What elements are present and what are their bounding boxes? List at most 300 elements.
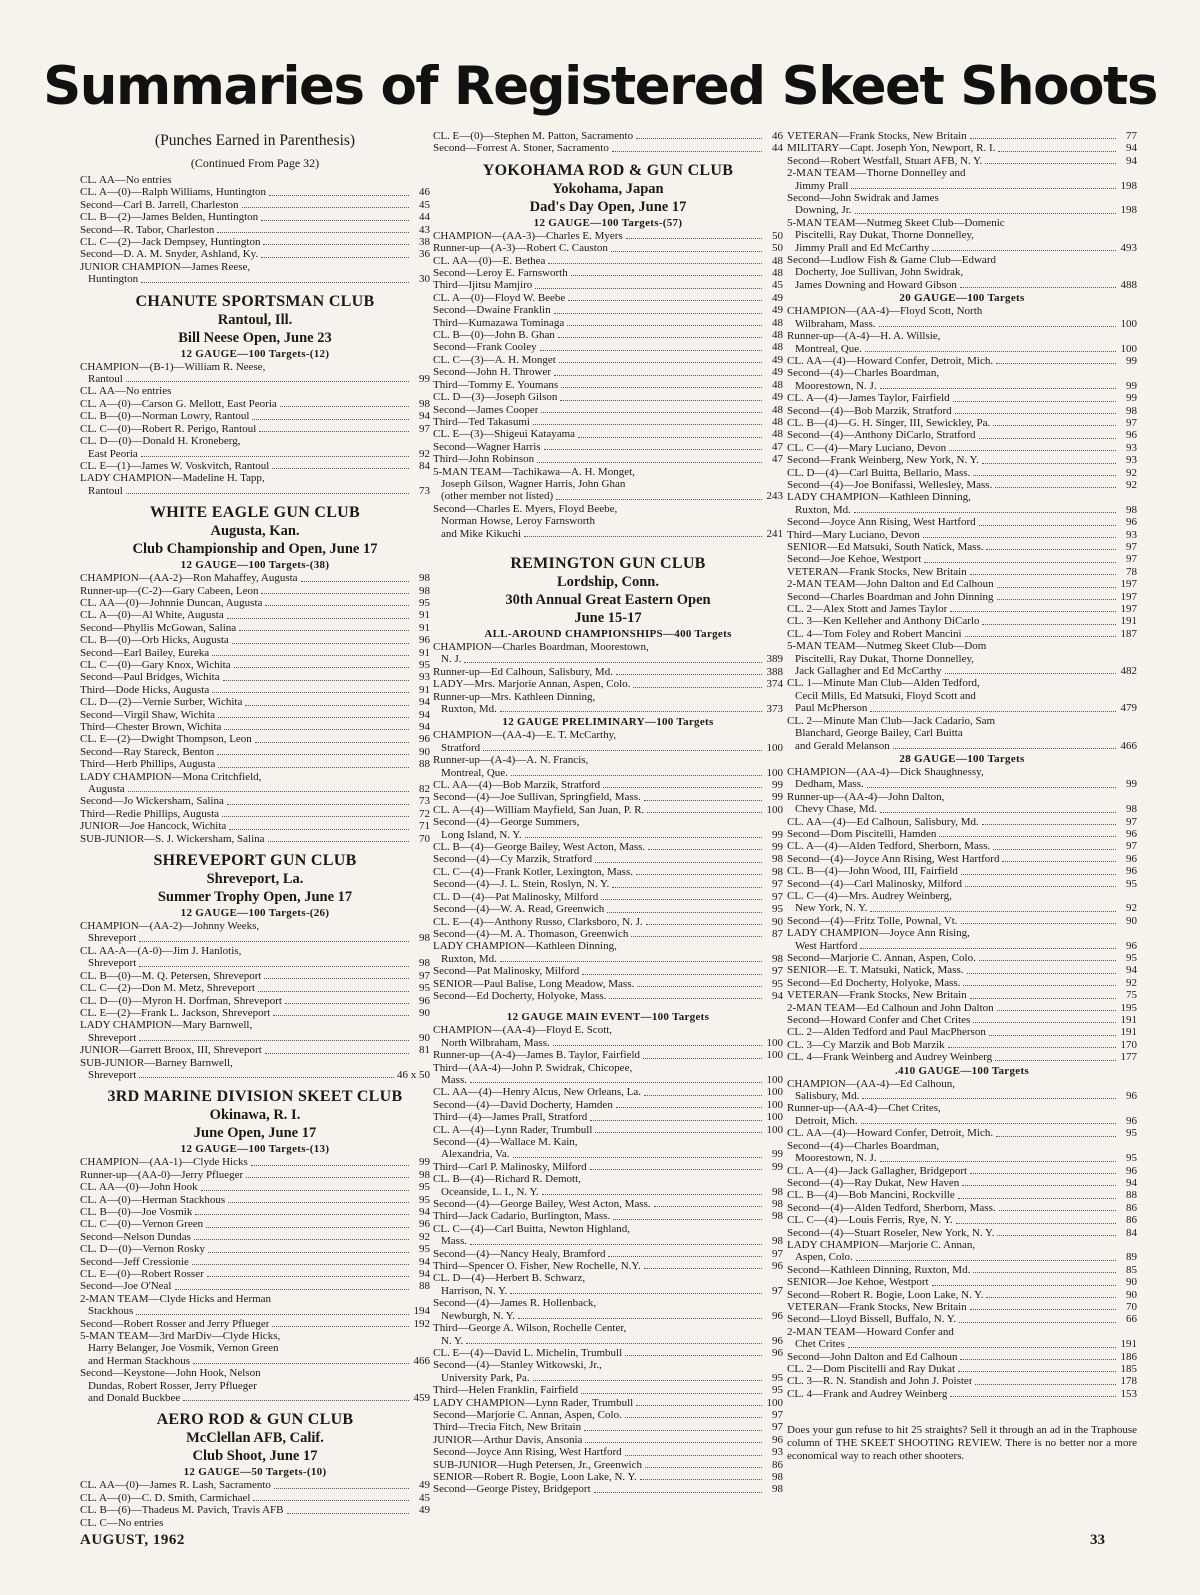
result-row	[80, 1280, 430, 1292]
result-row	[787, 318, 1137, 330]
dot-leader	[612, 142, 762, 151]
result-text: CL. AA—(4)—Howard Confer, Detroit, Mich.	[787, 354, 994, 367]
result-row	[433, 1111, 783, 1123]
club-location: Augusta, Kan.	[210, 523, 300, 540]
result-row	[433, 490, 783, 502]
dot-leader	[561, 379, 762, 388]
result-row	[433, 1210, 783, 1222]
result-text: Second—Howard Confer and Chet Crites	[787, 1014, 971, 1027]
result-text: Runner-up—(AA-0)—Jerry Pflueger	[80, 1168, 244, 1181]
result-row	[787, 977, 1137, 989]
result-text: Second—Joe O'Neal	[80, 1280, 172, 1293]
result-row	[787, 927, 1137, 939]
event-name: Dad's Day Open, June 17	[529, 198, 687, 215]
dot-leader	[141, 273, 409, 282]
dot-leader	[613, 1210, 762, 1219]
score: 100	[766, 1049, 783, 1062]
result-text: Third—Ted Takasumi	[433, 415, 530, 428]
result-text: SENIOR—Ed Matsuki, South Natick, Mass.	[787, 541, 984, 553]
result-text: Second—Lloyd Bissell, Buffalo, N. Y.	[787, 1313, 957, 1326]
score: 49	[419, 1504, 430, 1517]
dot-leader	[989, 1026, 1116, 1035]
result-row	[787, 715, 1137, 727]
result-text: Harrison, N. Y.	[441, 1284, 508, 1297]
score: 96	[772, 1346, 783, 1359]
result-row	[787, 504, 1137, 516]
result-row	[433, 829, 783, 841]
score: 95	[419, 982, 430, 995]
score: 91	[419, 646, 430, 659]
score: 95	[419, 1243, 430, 1256]
result-text: CL. D—(0)—Vernon Rosky	[80, 1243, 205, 1256]
score: 100	[766, 1036, 783, 1049]
result-text: Second—(4)—Anthony DiCarlo, Stratford	[787, 429, 976, 442]
result-text: CL. 1—Minute Man Club—Alden Tedford,	[787, 677, 980, 690]
continued-note: (Continued From Page 32)	[190, 156, 320, 170]
result-row	[80, 808, 430, 820]
result-text: Mass.	[441, 1073, 467, 1086]
result-row	[787, 791, 1137, 803]
result-row	[787, 890, 1137, 902]
result-text: JUNIOR CHAMPION—James Reese,	[80, 260, 251, 273]
dot-leader	[139, 1069, 394, 1078]
dot-leader	[548, 255, 762, 264]
dot-leader	[607, 903, 762, 912]
score: 38	[419, 236, 430, 249]
result-row	[80, 1367, 430, 1379]
dot-leader	[245, 696, 409, 705]
score: 96	[772, 1433, 783, 1446]
dot-leader	[263, 236, 409, 245]
result-text: University Park, Pa.	[441, 1371, 530, 1384]
dot-leader	[855, 204, 1116, 213]
score: 46	[772, 130, 783, 142]
result-row	[787, 1102, 1137, 1114]
result-row	[80, 1256, 430, 1268]
dot-leader	[470, 1235, 762, 1244]
score: 96	[419, 994, 430, 1007]
dot-leader	[500, 703, 762, 712]
result-text: CL. 2—Alex Stott and James Taylor	[787, 603, 948, 616]
result-row	[433, 641, 783, 653]
result-row	[433, 1024, 783, 1036]
result-row	[787, 242, 1137, 254]
score: 389	[766, 653, 783, 666]
result-text: Oceanside, L. I., N. Y.	[441, 1185, 539, 1198]
result-row	[433, 379, 783, 391]
dot-leader	[945, 665, 1116, 674]
dot-leader	[175, 1280, 410, 1289]
result-text: CL. C—(4)—Carl Buitta, Newton Highland,	[433, 1222, 631, 1235]
result-text: CL. C—(4)—Mary Luciano, Devon	[787, 441, 947, 454]
result-text: Huntington	[88, 273, 139, 286]
score: 243	[766, 490, 783, 503]
dot-leader	[993, 417, 1116, 426]
result-row	[80, 485, 430, 497]
score: 94	[419, 708, 430, 721]
result-row	[80, 1044, 430, 1056]
score: 100	[766, 766, 783, 779]
result-row	[787, 878, 1137, 890]
result-row	[433, 965, 783, 977]
result-text: Second—(4)—David Docherty, Hamden	[433, 1098, 613, 1111]
dot-leader	[128, 783, 409, 792]
result-text: CL. E—(1)—James W. Voskvitch, Rantoul	[80, 459, 270, 472]
dot-leader	[880, 380, 1116, 389]
gauge-heading: 12 GAUGE—100 Targets-(57)	[533, 216, 683, 229]
result-row	[433, 691, 783, 703]
dot-leader	[601, 891, 762, 900]
result-row	[433, 1372, 783, 1384]
result-row	[80, 211, 430, 223]
result-text: LADY CHAMPION—Lynn Rader, Trumbull	[433, 1396, 634, 1409]
dot-leader	[633, 678, 762, 687]
result-row	[80, 995, 430, 1007]
score: 191	[1120, 1338, 1137, 1351]
score: 49	[772, 391, 783, 404]
score: 90	[419, 745, 430, 758]
dot-leader	[986, 1289, 1116, 1298]
score: 93	[1126, 454, 1137, 467]
dot-leader	[616, 1099, 762, 1108]
result-row	[80, 248, 430, 260]
dot-leader	[975, 1375, 1116, 1384]
page-number: 33	[1090, 1532, 1105, 1548]
result-row	[787, 1152, 1137, 1164]
result-row	[787, 217, 1137, 229]
score: 97	[419, 969, 430, 982]
result-row	[787, 367, 1137, 379]
result-text: CL. E—(4)—Anthony Russo, Clarksboro, N. J.	[433, 915, 643, 928]
result-text: LADY CHAMPION—Mary Barnwell,	[80, 1019, 253, 1032]
dot-leader	[183, 1392, 409, 1401]
result-text: LADY CHAMPION—Joyce Ann Rising,	[787, 927, 970, 940]
gauge-heading: .410 GAUGE—100 Targets	[894, 1064, 1030, 1077]
score: 97	[772, 1408, 783, 1421]
result-text: CL. A—(4)—Lynn Rader, Trumbull	[433, 1123, 593, 1136]
dot-leader	[470, 1074, 762, 1083]
dot-leader	[590, 1111, 762, 1120]
dot-leader	[222, 808, 409, 817]
result-text: Second—(4)—Alden Tedford, Sherborn, Mass.	[787, 1201, 996, 1214]
dot-leader	[541, 404, 762, 413]
score: 98	[419, 932, 430, 945]
dot-leader	[611, 242, 762, 251]
result-row	[787, 1039, 1137, 1051]
score: 98	[772, 865, 783, 878]
result-text: CL. B—(0)—Norman Lowry, Rantoul	[80, 410, 250, 423]
dot-leader	[631, 928, 762, 937]
dot-leader	[192, 1256, 409, 1265]
dot-leader	[595, 853, 762, 862]
dot-leader	[995, 1051, 1116, 1060]
result-row	[80, 398, 430, 410]
result-text: Detroit, Mich.	[795, 1114, 858, 1127]
result-row	[787, 429, 1137, 441]
score: 43	[419, 223, 430, 236]
score: 100	[766, 1086, 783, 1099]
score: 194	[413, 1305, 430, 1318]
result-text: CL. B—(0)—Joe Vosmik	[80, 1205, 193, 1218]
result-row	[80, 1479, 430, 1491]
result-row	[80, 970, 430, 982]
dot-leader	[265, 1044, 409, 1053]
result-text: Salisbury, Md.	[795, 1090, 860, 1103]
result-row	[433, 953, 783, 965]
result-text: CL. C—(0)—Gary Knox, Wichita	[80, 658, 231, 671]
result-text: CHAMPION—(AA-4)—Floyd E. Scott,	[433, 1024, 613, 1037]
result-row	[80, 1504, 430, 1516]
result-row	[80, 1392, 430, 1404]
result-text: Downing, Jr.	[795, 204, 852, 217]
score: 96	[419, 1218, 430, 1231]
score: 71	[419, 820, 430, 833]
result-text: CL. A—(4)—James Taylor, Fairfield	[787, 392, 950, 405]
score: 95	[1126, 952, 1137, 964]
gauge-heading: 28 GAUGE—100 Targets	[899, 752, 1025, 765]
dot-leader	[979, 429, 1117, 438]
score: 93	[419, 671, 430, 684]
result-text: Second—Wagner Harris	[433, 440, 541, 453]
result-row	[80, 423, 430, 435]
dot-leader	[867, 778, 1116, 787]
dot-leader	[195, 1206, 409, 1215]
result-row	[787, 1264, 1137, 1276]
score: 88	[419, 1280, 430, 1293]
score: 96	[1126, 1114, 1137, 1127]
gauge-heading: 12 GAUGE PRELIMINARY—100 Targets	[502, 716, 714, 729]
dot-leader	[301, 572, 409, 581]
result-text: Mass.	[441, 1235, 467, 1248]
score: 66	[1126, 1313, 1137, 1326]
score: 96	[772, 1334, 783, 1347]
result-text: Third—Herb Phillips, Augusta	[80, 758, 216, 771]
result-text: Second—Charles E. Myers, Floyd Beebe,	[433, 502, 618, 515]
dot-leader	[274, 1479, 409, 1488]
result-text: 2-MAN TEAM—Thorne Donnelley and	[787, 167, 966, 180]
result-text: Second—Virgil Shaw, Wichita	[80, 708, 215, 721]
result-row	[787, 665, 1137, 677]
result-row	[433, 130, 783, 142]
result-text: Third—Trecia Fitch, New Britain	[433, 1421, 582, 1434]
result-row	[433, 1074, 783, 1086]
result-text: CL. D—(4)—Carl Buitta, Bellario, Mass.	[787, 466, 971, 479]
score: 98	[772, 1210, 783, 1223]
result-text: CL. AA—(0)—E. Bethea	[433, 254, 546, 267]
dot-leader	[554, 304, 762, 313]
dot-leader	[578, 428, 762, 437]
dot-leader	[540, 341, 762, 350]
result-text: Second—(4)—M. A. Thomason, Greenwich	[433, 927, 629, 940]
dot-leader	[228, 1194, 409, 1203]
page-title: Summaries of Registered Skeet Shoots	[43, 56, 1157, 117]
result-row	[787, 702, 1137, 714]
result-text: CL. A—(0)—C. D. Smith, Carmichael	[80, 1491, 251, 1504]
dot-leader	[965, 878, 1116, 887]
result-row	[433, 1384, 783, 1396]
score: 90	[1126, 1288, 1137, 1301]
result-text: and Gerald Melanson	[795, 739, 890, 752]
dot-leader	[264, 970, 409, 979]
dot-leader	[206, 1218, 409, 1227]
result-text: Second—(4)—W. A. Read, Greenwich	[433, 903, 605, 916]
score: 99	[1126, 392, 1137, 405]
dot-leader	[625, 1446, 762, 1455]
result-text: CL. 3—R. N. Standish and John J. Poister	[787, 1375, 973, 1388]
score: 95	[772, 903, 783, 916]
score: 95	[419, 596, 430, 609]
result-text: Shreveport	[88, 932, 137, 945]
result-row	[80, 932, 430, 944]
result-text: Second—Joyce Ann Rising, West Hartford	[787, 516, 976, 529]
result-row	[433, 729, 783, 741]
dot-leader	[218, 709, 409, 718]
score: 100	[766, 1098, 783, 1111]
result-row	[787, 229, 1137, 241]
dot-leader	[232, 634, 409, 643]
result-text: Second—Dwaine Franklin	[433, 304, 551, 317]
dot-leader	[217, 746, 409, 755]
dot-leader	[997, 578, 1116, 587]
result-row	[433, 666, 783, 678]
score: 97	[1126, 541, 1137, 553]
dot-leader	[571, 267, 762, 276]
result-row	[787, 467, 1137, 479]
event-name: June Open, June 17	[193, 1125, 317, 1142]
score: 97	[1126, 815, 1137, 828]
score: 84	[1126, 1226, 1137, 1239]
score: 459	[413, 1392, 430, 1405]
score: 99	[419, 1156, 430, 1169]
result-text: N. J.	[441, 653, 462, 666]
score: 97	[1126, 553, 1137, 566]
dot-leader	[958, 1363, 1116, 1372]
result-row	[80, 273, 430, 285]
score: 90	[419, 1006, 430, 1019]
dot-leader	[959, 1313, 1116, 1322]
score: 84	[419, 459, 430, 472]
result-text: Piscitelli, Ray Dukat, Thorne Donnelley,	[795, 652, 975, 665]
result-row	[80, 671, 430, 683]
result-row	[433, 354, 783, 366]
result-row	[433, 754, 783, 766]
result-row	[787, 628, 1137, 640]
result-text: CL. C—No entries	[80, 1516, 164, 1529]
result-text: Third—Carl P. Malinosky, Milford	[433, 1160, 587, 1173]
score: 97	[772, 965, 783, 978]
score: 47	[772, 453, 783, 466]
result-text: Wilbraham, Mass.	[795, 317, 876, 330]
result-text: Second—(4)—George Bailey, West Acton, Mass.	[433, 1198, 651, 1211]
dot-leader	[466, 1335, 762, 1344]
dot-leader	[950, 1388, 1116, 1397]
dot-leader	[525, 829, 762, 838]
dot-leader	[193, 1355, 409, 1364]
result-row	[787, 330, 1137, 342]
score: 30	[419, 273, 430, 286]
result-row	[787, 952, 1137, 964]
result-row	[433, 1459, 783, 1471]
result-row	[80, 1293, 430, 1305]
result-text: Second—Joyce Ann Rising, West Hartford	[433, 1446, 622, 1459]
result-text: CHAMPION—(AA-2)—Ron Mahaffey, Augusta	[80, 572, 298, 585]
result-text: Montreal, Que.	[795, 342, 862, 355]
result-text: and Mike Kikuchi	[441, 527, 522, 540]
score: 241	[766, 527, 783, 540]
score: 96	[772, 1309, 783, 1322]
score: 48	[772, 329, 783, 342]
result-row	[433, 441, 783, 453]
dot-leader	[960, 1351, 1116, 1360]
dot-leader	[518, 1310, 762, 1319]
dot-leader	[960, 279, 1116, 288]
result-row	[80, 1492, 430, 1504]
result-row	[80, 597, 430, 609]
dot-leader	[535, 279, 762, 288]
event-name: June 15-17	[574, 609, 642, 626]
result-text: 2-MAN TEAM—Clyde Hicks and Herman	[80, 1292, 272, 1305]
result-text: CL. B—(0)—M. Q. Petersen, Shreveport	[80, 969, 262, 982]
result-text: CHAMPION—Charles Boardman, Moorestown,	[433, 640, 649, 653]
result-row	[787, 355, 1137, 367]
score: 48	[772, 254, 783, 267]
score: 70	[1126, 1300, 1137, 1313]
result-text: SUB-JUNIOR—Hugh Petersen, Jr., Greenwich	[433, 1458, 642, 1471]
result-text: West Hartford	[795, 939, 858, 952]
score: 99	[772, 779, 783, 792]
result-text: Second—Ludlow Fish & Game Club—Edward	[787, 254, 996, 267]
score: 197	[1120, 603, 1137, 616]
score: 96	[1126, 939, 1137, 952]
result-text: Second—(4)—Cy Marzik, Stratford	[433, 853, 593, 866]
gauge-heading: 12 GAUGE—100 Targets-(13)	[180, 1143, 330, 1156]
result-row	[80, 1206, 430, 1218]
result-text: CL. B—(2)—James Belden, Huntington	[80, 211, 259, 224]
score: 97	[1126, 416, 1137, 429]
dot-leader	[287, 1504, 409, 1513]
result-text: CHAMPION—(B-1)—William R. Neese,	[80, 360, 266, 373]
result-text: CL. B—(4)—Richard R. Demott,	[433, 1173, 581, 1186]
dot-leader	[949, 442, 1116, 451]
result-row	[787, 1026, 1137, 1038]
result-row	[80, 186, 430, 198]
result-text: SENIOR—Paul Balise, Long Meadow, Mass.	[433, 977, 635, 990]
score: 96	[1126, 852, 1137, 865]
score: 97	[419, 422, 430, 435]
result-row	[787, 1002, 1137, 1014]
result-row	[787, 1326, 1137, 1338]
dot-leader	[229, 820, 409, 829]
dot-leader	[258, 982, 409, 991]
score: 91	[419, 621, 430, 634]
result-text: Docherty, Joe Sullivan, John Swidrak,	[795, 266, 964, 279]
club-location: McClellan AFB, Calif.	[186, 1430, 324, 1447]
dot-leader	[612, 878, 762, 887]
score: 99	[772, 841, 783, 854]
score: 90	[1126, 1276, 1137, 1289]
score: 482	[1120, 665, 1137, 678]
result-text: 5-MAN TEAM—Nutmeg Skeet Club—Domenic	[787, 216, 1005, 229]
dot-leader	[269, 186, 409, 195]
result-row	[787, 766, 1137, 778]
result-row	[80, 783, 430, 795]
result-text: VETERAN—Frank Stocks, New Britain	[787, 130, 967, 142]
score: 94	[1126, 154, 1137, 167]
result-text: (other member not listed)	[441, 490, 554, 503]
score: 90	[772, 915, 783, 928]
dot-leader	[560, 391, 762, 400]
dot-leader	[584, 1421, 762, 1430]
